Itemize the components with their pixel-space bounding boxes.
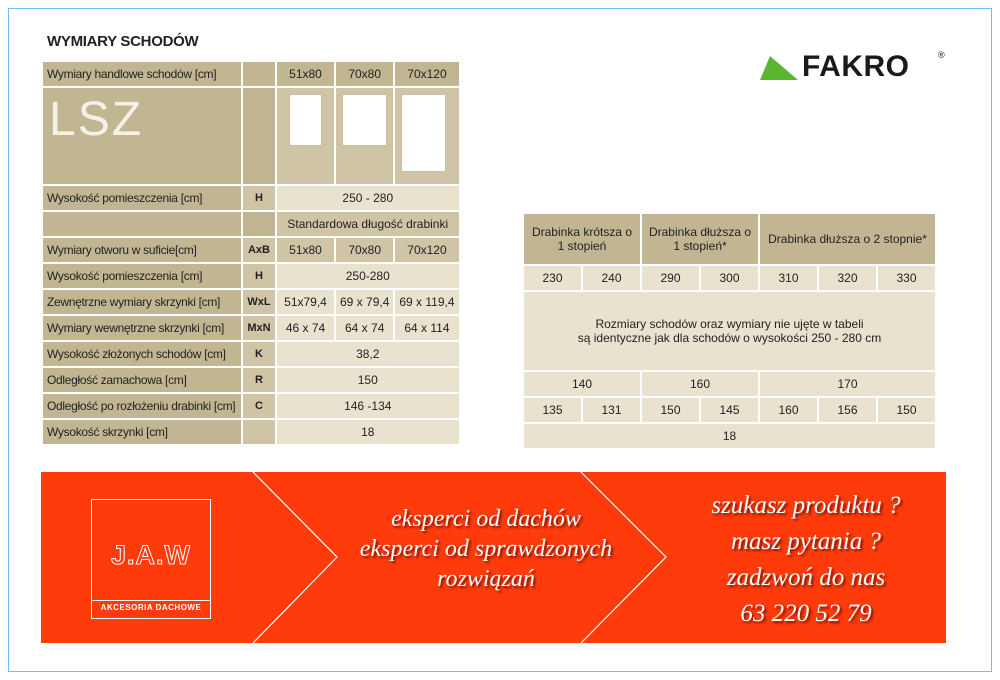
row-label: Zewnętrzne wymiary skrzynki [cm] bbox=[43, 290, 241, 314]
deployed-value: 145 bbox=[701, 398, 758, 422]
registered-mark: ® bbox=[938, 50, 945, 60]
model-cell bbox=[43, 88, 241, 184]
table-row bbox=[524, 266, 935, 290]
table-row bbox=[524, 292, 935, 370]
row-value: 150 bbox=[277, 368, 459, 392]
jaw-logo-text: J.A.W bbox=[110, 540, 191, 570]
empty-cell bbox=[243, 212, 275, 236]
row-symbol bbox=[243, 420, 275, 444]
table-row bbox=[524, 372, 935, 396]
table-row bbox=[43, 238, 459, 262]
table-row bbox=[524, 424, 935, 448]
row-value: 70x120 bbox=[395, 238, 458, 262]
page-title: WYMIARY SCHODÓW bbox=[47, 33, 199, 50]
ladder-standard-label: Standardowa długość drabinki bbox=[277, 212, 459, 236]
row-value: 64 x 74 bbox=[336, 316, 393, 340]
phone-number[interactable]: 63 220 52 79 bbox=[740, 600, 872, 627]
note-line: Rozmiary schodów oraz wymiary nie ujęte w tabeli bbox=[595, 317, 864, 331]
deployed-value: 150 bbox=[878, 398, 935, 422]
slogan-experts bbox=[326, 504, 646, 594]
height-value: 290 bbox=[642, 266, 699, 290]
deployed-value: 135 bbox=[524, 398, 581, 422]
jaw-tagline: AKCESORIA DACHOWE bbox=[100, 603, 202, 612]
jaw-logo bbox=[91, 499, 211, 619]
slogan-line: eksperci od sprawdzonych bbox=[359, 536, 613, 562]
row-value: 46 x 74 bbox=[277, 316, 334, 340]
table-row bbox=[43, 290, 459, 314]
jaw-divider bbox=[92, 600, 210, 601]
empty-cell bbox=[43, 212, 241, 236]
size-col: 70x80 bbox=[336, 62, 393, 86]
opening-shape bbox=[401, 94, 446, 172]
fakro-logo-text: FAKRO bbox=[802, 50, 910, 83]
deployed-value: 160 bbox=[760, 398, 817, 422]
row-label: Wysokość pomieszczenia [cm] bbox=[43, 186, 241, 210]
note-line: są identyczne jak dla schodów o wysokości 250 - 280 cm bbox=[577, 331, 882, 345]
row-value: 38,2 bbox=[277, 342, 459, 366]
box-height-value: 18 bbox=[524, 424, 935, 448]
row-value: 250 - 280 bbox=[277, 186, 459, 210]
table-row bbox=[43, 264, 459, 288]
height-value: 240 bbox=[583, 266, 640, 290]
row-value: 51x79,4 bbox=[277, 290, 334, 314]
size-diagram bbox=[395, 88, 458, 184]
table-row bbox=[43, 316, 459, 340]
row-label: Odległość zamachowa [cm] bbox=[43, 368, 241, 392]
size-diagram bbox=[277, 88, 334, 184]
slogan-line: eksperci od dachów bbox=[391, 506, 581, 532]
row-label: Wysokość pomieszczenia [cm] bbox=[43, 264, 241, 288]
table-row bbox=[43, 62, 459, 86]
slogan-contact bbox=[661, 488, 946, 632]
deployed-value: 131 bbox=[583, 398, 640, 422]
table-row bbox=[43, 88, 459, 184]
row-label: Wysokość złożonych schodów [cm] bbox=[43, 342, 241, 366]
variant-header: Drabinka dłuższa o 1 stopień* bbox=[642, 214, 758, 264]
row-symbol: C bbox=[243, 394, 275, 418]
fakro-logo bbox=[760, 52, 950, 86]
row-value: 70x80 bbox=[336, 238, 393, 262]
row-symbol: WxL bbox=[243, 290, 275, 314]
table-row bbox=[524, 214, 935, 264]
opening-shape bbox=[342, 94, 387, 146]
row-value: 146 -134 bbox=[277, 394, 459, 418]
size-col: 70x120 bbox=[395, 62, 458, 86]
table-row bbox=[43, 394, 459, 418]
row-label: Wysokość skrzynki [cm] bbox=[43, 420, 241, 444]
empty-cell bbox=[243, 88, 275, 184]
fakro-leaf-icon bbox=[760, 56, 798, 80]
height-value: 320 bbox=[819, 266, 876, 290]
header-label: Wymiary handlowe schodów [cm] bbox=[43, 62, 241, 86]
size-diagram bbox=[336, 88, 393, 184]
row-symbol: MxN bbox=[243, 316, 275, 340]
variant-header: Drabinka krótsza o 1 stopień bbox=[524, 214, 640, 264]
opening-shape bbox=[289, 94, 322, 146]
row-value: 18 bbox=[277, 420, 459, 444]
row-value: 64 x 114 bbox=[395, 316, 458, 340]
row-value: 69 x 119,4 bbox=[395, 290, 458, 314]
header-sym bbox=[243, 62, 275, 86]
row-label: Wymiary wewnętrzne skrzynki [cm] bbox=[43, 316, 241, 340]
promo-banner bbox=[41, 472, 946, 643]
height-value: 310 bbox=[760, 266, 817, 290]
model-name: LSZ bbox=[49, 93, 144, 146]
row-value: 51x80 bbox=[277, 238, 334, 262]
table-row bbox=[43, 186, 459, 210]
row-symbol: AxB bbox=[243, 238, 275, 262]
height-value: 230 bbox=[524, 266, 581, 290]
swing-value: 170 bbox=[760, 372, 935, 396]
slogan-line: szukasz produktu ? bbox=[711, 492, 901, 519]
size-col: 51x80 bbox=[277, 62, 334, 86]
row-symbol: K bbox=[243, 342, 275, 366]
row-label: Odległość po rozłożeniu drabinki [cm] bbox=[43, 394, 241, 418]
row-symbol: R bbox=[243, 368, 275, 392]
variant-header: Drabinka dłuższa o 2 stopnie* bbox=[760, 214, 935, 264]
slogan-line: zadzwoń do nas bbox=[726, 564, 886, 591]
ladder-variants-table bbox=[522, 212, 937, 450]
swing-value: 160 bbox=[642, 372, 758, 396]
row-value: 250-280 bbox=[277, 264, 459, 288]
slogan-line: masz pytania ? bbox=[731, 528, 881, 555]
row-label: Wymiary otworu w suficie[cm] bbox=[43, 238, 241, 262]
table-row bbox=[524, 398, 935, 422]
height-value: 300 bbox=[701, 266, 758, 290]
row-symbol: H bbox=[243, 186, 275, 210]
deployed-value: 156 bbox=[819, 398, 876, 422]
row-symbol: H bbox=[243, 264, 275, 288]
dimensions-table bbox=[41, 60, 461, 446]
table-row bbox=[43, 368, 459, 392]
height-value: 330 bbox=[878, 266, 935, 290]
table-row bbox=[43, 212, 459, 236]
table-row bbox=[43, 420, 459, 444]
deployed-value: 150 bbox=[642, 398, 699, 422]
note-cell bbox=[524, 292, 935, 370]
table-row bbox=[43, 342, 459, 366]
chevron-line bbox=[253, 472, 337, 643]
swing-value: 140 bbox=[524, 372, 640, 396]
slogan-line: rozwiązań bbox=[437, 566, 535, 592]
row-value: 69 x 79,4 bbox=[336, 290, 393, 314]
